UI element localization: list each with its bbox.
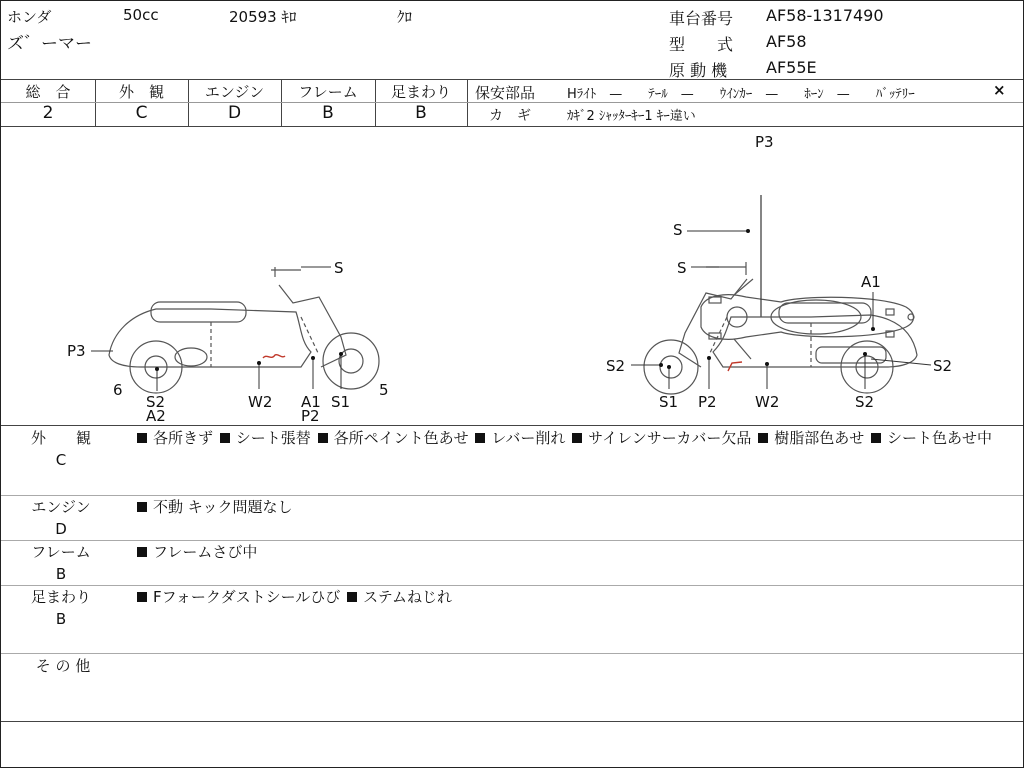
key-label: カ ギ (489, 108, 531, 124)
diagram-label: P3 (755, 133, 774, 151)
diagram-label: 5 (379, 381, 389, 399)
mileage: 20593 ｷﾛ (229, 8, 297, 26)
diagram-label: S2 (933, 357, 953, 375)
engine-model-value: AF55E (766, 58, 817, 77)
grade-exterior-label: 外 観 (118, 83, 164, 101)
diagram-label: P2 (301, 407, 320, 425)
engine-section-label: エンジン D (31, 498, 91, 538)
body-color: ｸﾛ (397, 8, 413, 26)
damage-mark-left (263, 355, 285, 358)
grade-engine-label: エンジン (204, 83, 265, 101)
type-value: AF58 (766, 32, 807, 51)
diagram-label: S (673, 221, 683, 239)
exterior-notes: 各所きず シート張替 各所ペイント色あせ レバー削れ サイレンサーカバー欠品 樹脂部色あせ シート色あせ中 (135, 427, 1007, 449)
diagram-label: A1 (301, 393, 321, 411)
suspension-section-label: 足まわり B (30, 588, 91, 628)
grade-suspension-label: 足まわり (390, 83, 451, 101)
engine-model-label: 原 動 機 (669, 61, 728, 80)
engine-notes: 不動 キック問題なし (135, 496, 1007, 518)
grade-exterior-value: C (135, 103, 148, 123)
exterior-section-label: 外 観 C (30, 429, 91, 469)
key-value: ｶｷﾞ2 ｼｬｯﾀｰｷｰ1 ｷｰ違い (567, 109, 696, 124)
frame-section-label: フレーム B (31, 543, 91, 583)
scooter-left-view (109, 267, 379, 393)
model-name: ズ゛ーマー (7, 34, 92, 54)
damage-diagram (1, 127, 1023, 425)
grade-overall-label: 総 合 (25, 83, 71, 101)
diagram-label: P2 (698, 393, 717, 411)
diagram-label: A2 (146, 407, 166, 425)
diagram-label: A1 (861, 273, 881, 291)
frame-number-label: 車台番号 (669, 9, 734, 28)
frame-notes: フレームさび中 (135, 541, 1007, 563)
grade-suspension-value: B (415, 103, 427, 123)
type-label: 型 式 (669, 35, 734, 54)
grade-frame-value: B (322, 103, 334, 123)
displacement: 50cc (123, 6, 159, 24)
diagram-label: P3 (67, 342, 86, 360)
diagram-label: S2 (146, 393, 166, 411)
diagram-label: 6 (113, 381, 123, 399)
grade-overall-value: 2 (42, 103, 54, 123)
safety-parts-items: Hﾗｲﾄ — ﾃｰﾙ — ｳｲﾝｶｰ — ﾎｰﾝ — ﾊﾞｯﾃﾘｰ (567, 87, 915, 102)
grade-frame-label: フレーム (298, 83, 358, 101)
diagram-label: S1 (659, 393, 679, 411)
suspension-notes: Fフォークダストシールひび ステムねじれ (135, 586, 1007, 608)
diagram-label: S2 (855, 393, 875, 411)
diagram-label: W2 (248, 393, 273, 411)
safety-parts-label: 保安部品 (475, 84, 536, 102)
diagram-label: S2 (606, 357, 626, 375)
other-section-label: そ の 他 (35, 657, 91, 675)
diagram-label: S1 (331, 393, 351, 411)
diagram-label: S (334, 259, 344, 277)
scooter-top-view (701, 195, 914, 359)
grade-engine-value: D (227, 103, 242, 123)
battery-missing-mark: × (993, 81, 1006, 99)
diagram-label: W2 (755, 393, 780, 411)
frame-number-value: AF58-1317490 (766, 6, 884, 25)
diagram-label: S (677, 259, 687, 277)
maker: ホンダ (7, 8, 52, 26)
